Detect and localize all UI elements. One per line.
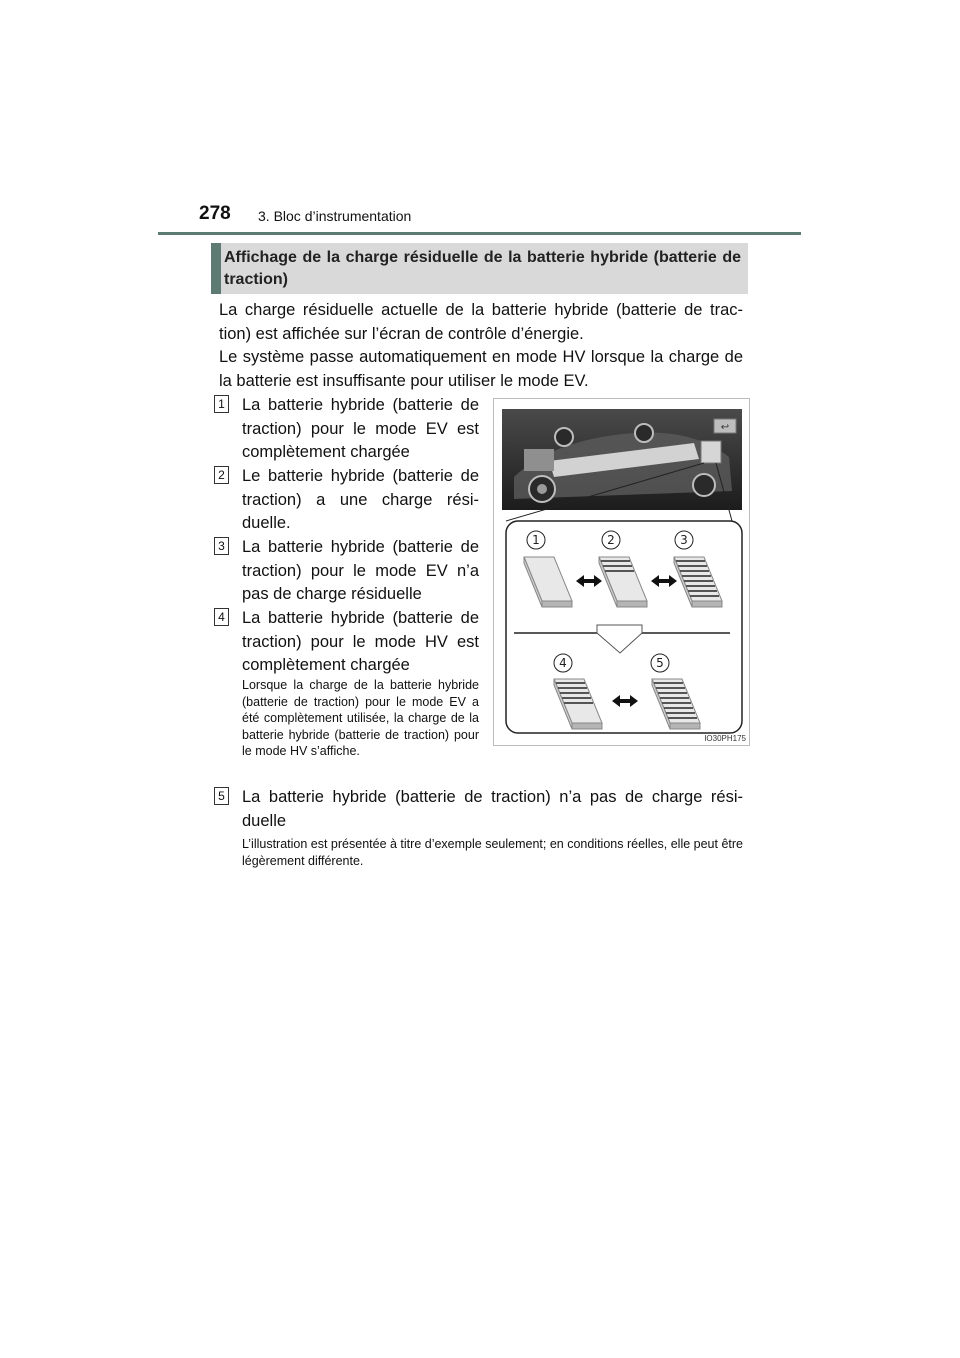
label-4: 4 bbox=[559, 656, 567, 670]
item-note-4: Lorsque la charge de la batterie hybride (batterie de traction) pour le mode EV a été complètement utilisée, la charge de la batterie hybride (batterie de traction) pour le mode HV s’affiche. bbox=[242, 678, 479, 758]
section-title: Affichage de la charge résiduelle de la batterie hybride (batterie de traction) bbox=[224, 249, 741, 288]
header-rule bbox=[158, 232, 801, 235]
battery-illustration bbox=[493, 398, 750, 746]
battery-diagram bbox=[494, 399, 749, 745]
item-text-2: Le batterie hybride (batterie de traction) a une charge rési-duelle. bbox=[242, 467, 479, 532]
section-accent-bar bbox=[211, 243, 221, 294]
item-number-1: 1 bbox=[214, 395, 229, 413]
label-2: 2 bbox=[607, 533, 615, 547]
figure-code: IO30PH175 bbox=[704, 734, 746, 743]
item-text-5: La batterie hybride (batterie de traction) n’a pas de charge rési-duelle bbox=[242, 788, 743, 830]
back-icon: ↩ bbox=[720, 422, 730, 433]
energy-monitor-image bbox=[502, 409, 742, 510]
footnote: L’illustration est présentée à titre d’exemple seulement; en conditions réelles, elle peut être légèrement différente. bbox=[242, 837, 743, 868]
item-text-3: La batterie hybride (batterie de traction) pour le mode EV n’a pas de charge résiduelle bbox=[242, 538, 479, 603]
item-number-5: 5 bbox=[214, 787, 229, 805]
item-text-1: La batterie hybride (batterie de traction) pour le mode EV est complètement chargée bbox=[242, 396, 479, 461]
item-number-4: 4 bbox=[214, 608, 229, 626]
page-number: 278 bbox=[199, 203, 231, 224]
item-number-2: 2 bbox=[214, 466, 229, 484]
item-number-3: 3 bbox=[214, 537, 229, 555]
intro-paragraph-2: Le système passe automatiquement en mode HV lorsque la charge de la batterie est insuffisante pour utiliser le mode EV. bbox=[219, 348, 743, 390]
label-5: 5 bbox=[656, 656, 664, 670]
item-text-4: La batterie hybride (batterie de traction) pour le mode HV est complètement chargée bbox=[242, 609, 479, 674]
intro-paragraph-1: La charge résiduelle actuelle de la batterie hybride (batterie de trac-tion) est affichée sur l’écran de contrôle d’énergie. bbox=[219, 301, 743, 343]
chapter-title: 3. Bloc d’instrumentation bbox=[258, 208, 412, 224]
section-heading bbox=[211, 243, 748, 294]
label-3: 3 bbox=[680, 533, 688, 547]
label-1: 1 bbox=[532, 533, 540, 547]
